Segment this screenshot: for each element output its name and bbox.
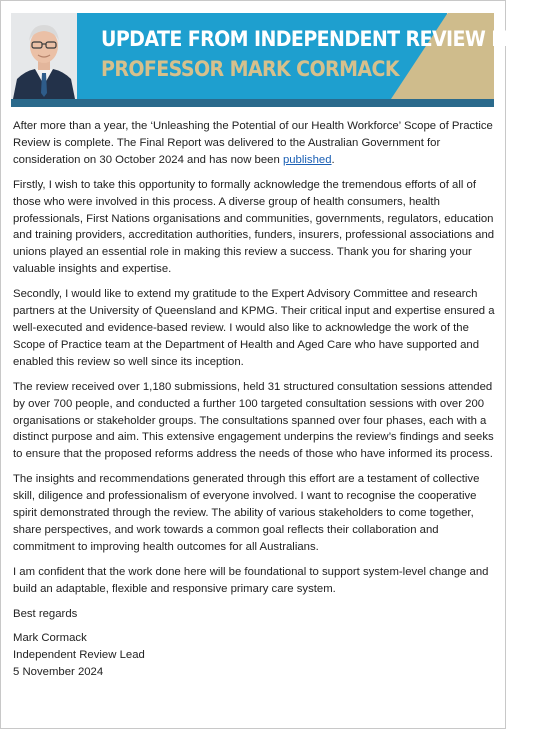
intro-period: . — [331, 153, 335, 166]
letter-body — [13, 118, 495, 681]
author-photo — [11, 13, 77, 99]
banner-blue-panel — [77, 13, 447, 99]
published-link[interactable]: published — [282, 153, 332, 166]
signature-date: 5 November 2024 — [13, 666, 104, 679]
paragraph-acknowledgement: Firstly, I wish to take this opportunity to formally acknowledge the tremendous efforts of all of those who were involved in this process. A diverse group of health consumers, health professionals, First Nations organisations and communities, governments, regulators, education and training providers, accreditation authorities, funders, insurers, professional associations and unions played an essential role in making this review a success. Thank you for sharing your valuable insights and expertise. — [13, 178, 495, 276]
paragraph-confidence: I am confident that the work done here will be foundational to support system-level change and build an adaptable, flexible and responsive primary care system. — [13, 565, 489, 595]
banner-subtitle: PROFESSOR MARK CORMACK — [101, 57, 399, 82]
paragraph-gratitude: Secondly, I would like to extend my gratitude to the Expert Advisory Committee and research partners at the University of Queensland and KPMG. Their critical input and expertise ensured a well-executed and evidence-based review. I would also like to acknowledge the work of the Scope of Practice team at the Department of Health and Aged Care who have supported and enabled this review so well since its inception. — [13, 288, 495, 368]
banner-title: UPDATE FROM INDEPENDENT REVIEW LEAD — [101, 27, 544, 52]
paragraph-consultation: The review received over 1,180 submissions, held 31 structured consultation sessions attended by over 700 people, and conducted a further 100 targeted consultation sessions with over 200 organisations or stakeholder groups. The consultations spanned over four phases, each with a distinct purpose and aim. This extensive engagement underpins the review’s findings and seeks to ensure that the proposed reforms address the needs of those who have informed its process. — [13, 380, 494, 461]
closing-text: Best regards — [13, 607, 78, 620]
header-banner — [11, 13, 544, 107]
signature-role: Independent Review Lead — [13, 649, 145, 662]
banner-bottom-bar — [11, 99, 494, 107]
paragraph-insights: The insights and recommendations generated through this effort are a testament of collective skill, diligence and professionalism of everyone involved. I want to recognise the cooperative spirit demonstrated through the review. The ability of various stakeholders to come together, share perspectives, and work towards a common goal reflects their collaboration and commitment to improving health outcomes for all Australians. — [13, 473, 480, 553]
paragraph-intro — [13, 118, 495, 169]
signature-name: Mark Cormack — [13, 632, 87, 645]
intro-text: After more than a year, the ‘Unleashing the Potential of our Health Workforce’ Scope of Practice Review is complete. The Final Report was delivered to the Australian Government for consideration on 30 October 2024 and has now been — [13, 120, 493, 166]
